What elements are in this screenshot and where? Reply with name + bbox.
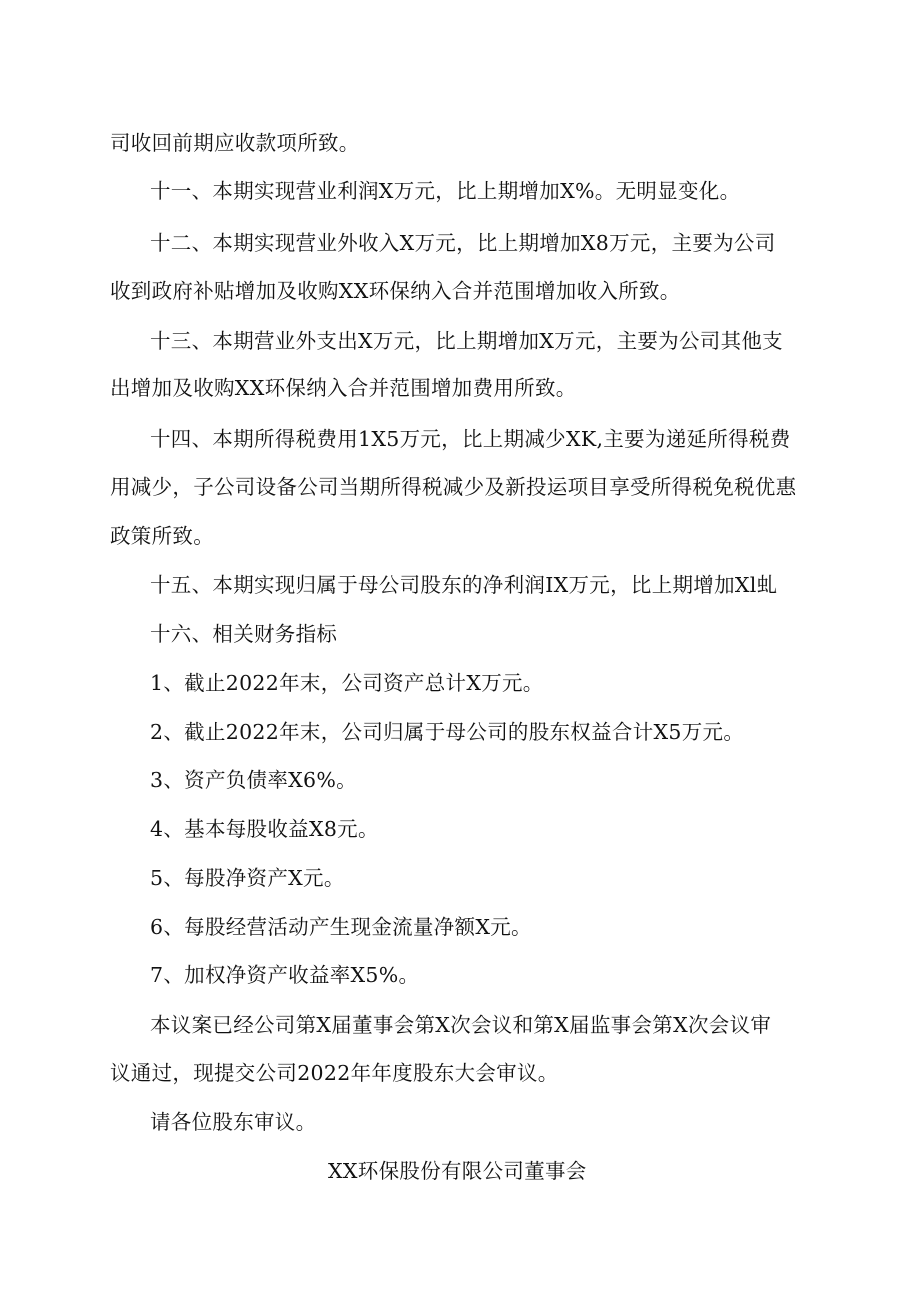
paragraph-line: 十五、本期实现归属于母公司股东的净利润IX万元，比上期增加Xl虬: [150, 573, 778, 597]
signature: XX环保股份有限公司董事会: [328, 1159, 587, 1183]
list-item: 6、每股经营活动产生现金流量净额X元。: [150, 915, 532, 939]
section-heading: 十六、相关财务指标: [150, 622, 338, 646]
list-item: 5、每股净资产X元。: [150, 866, 345, 890]
paragraph-line: 十四、本期所得税费用1X5万元，比上期减少XK,主要为递延所得税费: [150, 427, 791, 451]
paragraph-line: 出增加及收购XX环保纳入合并范围增加费用所致。: [110, 376, 577, 400]
paragraph-line: 十二、本期实现营业外收入X万元，比上期增加X8万元，主要为公司: [150, 231, 776, 255]
paragraph-line: 本议案已经公司第X届董事会第X次会议和第X届监事会第X次会议审: [150, 1013, 772, 1037]
list-item: 2、截止2022年末，公司归属于母公司的股东权益合计X5万元。: [150, 720, 745, 744]
paragraph-line: 议通过，现提交公司2022年年度股东大会审议。: [110, 1061, 559, 1085]
list-item: 3、资产负债率X6%。: [150, 768, 357, 792]
paragraph-line: 请各位股东审议。: [150, 1110, 317, 1134]
list-item: 4、基本每股收益X8元。: [150, 817, 379, 841]
paragraph-line: 司收回前期应收款项所致。: [110, 131, 360, 155]
paragraph-line: 收到政府补贴增加及收购XX环保纳入合并范围增加收入所致。: [110, 279, 681, 303]
paragraph-line: 十三、本期营业外支出X万元，比上期增加X万元，主要为公司其他支: [150, 329, 783, 353]
paragraph-line: 政策所致。: [110, 524, 214, 548]
paragraph-line: 十一、本期实现营业利润X万元，比上期增加X%。无明显变化。: [150, 179, 741, 203]
list-item: 7、加权净资产收益率X5%。: [150, 963, 420, 987]
list-item: 1、截止2022年末，公司资产总计X万元。: [150, 671, 544, 695]
paragraph-line: 用减少，子公司设备公司当期所得税减少及新投运项目享受所得税免税优惠: [110, 475, 797, 499]
